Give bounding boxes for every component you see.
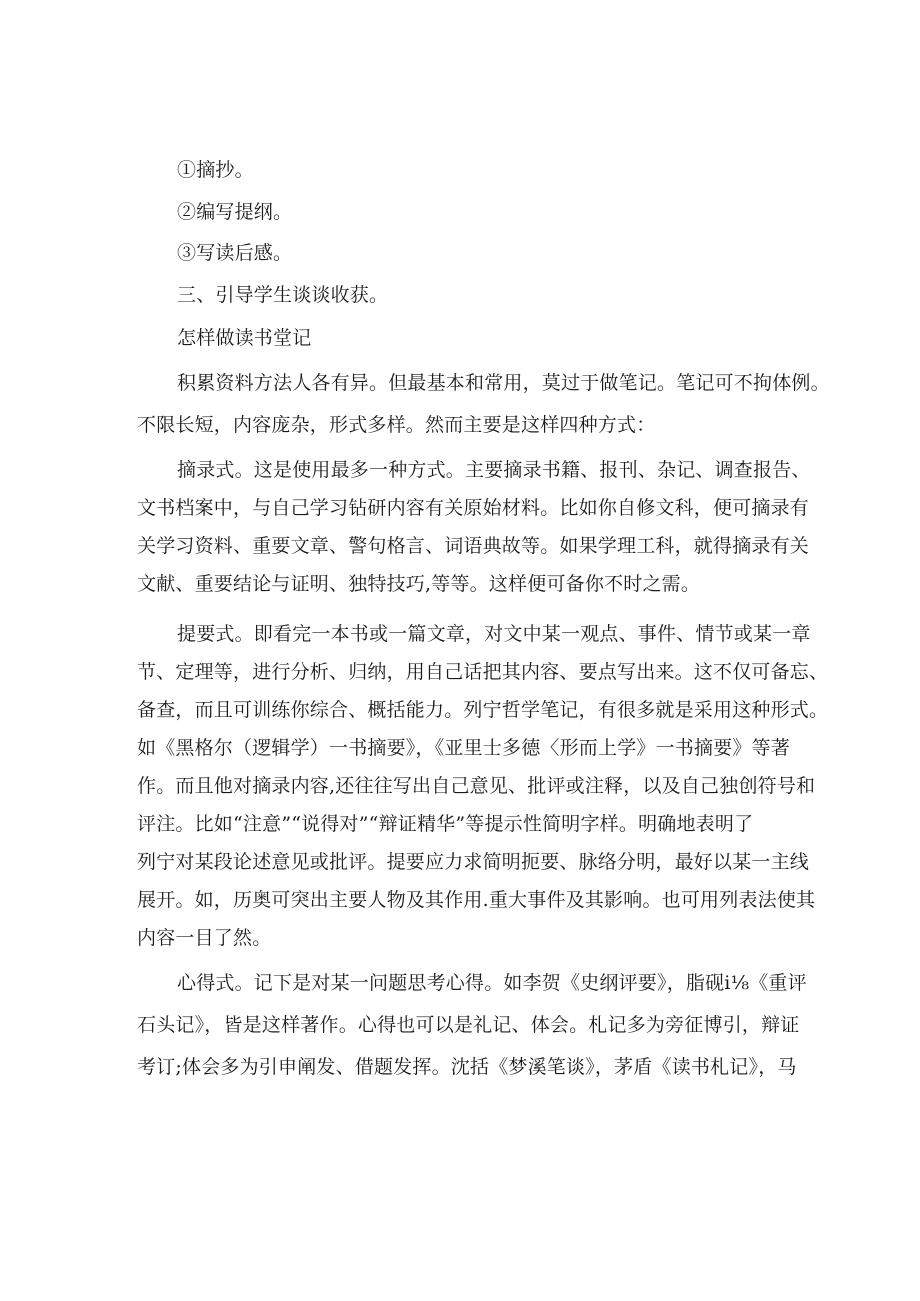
paragraph-summary-line: 备查，而且可训练你综合、概括能力。列宁哲学笔记，有很多就是采用这种形式。: [137, 699, 829, 721]
paragraph-summary-line: 如《黑格尔（逻辑学）一书摘要》，《亚里士多德〈形而上学》一书摘要》等著: [137, 737, 791, 759]
paragraph-summary-line: 展开。如，历奥可突出主要人物及其作用.重大事件及其影响。也可用列表法使其: [137, 889, 816, 911]
paragraph-summary-line: 作。而且他对摘录内容,还往往写出自己意见、批评或注释，以及自己独创符号和: [137, 775, 816, 797]
paragraph-summary-line: 内容一目了然。: [137, 927, 272, 949]
paragraph-intro-line: 积累资料方法人各有异。但最基本和常用，莫过于做笔记。笔记可不拘体例。: [177, 372, 830, 394]
paragraph-excerpt-line: 摘录式。这是使用最多一种方式。主要摘录书籍、报刊、杂记、调查报告、: [177, 459, 811, 481]
list-item-reflection: ③写读后感。: [177, 242, 293, 264]
paragraph-insight-line: 心得式。记下是对某一问题思考心得。如李贺《史纲评要》，脂砚i⅛《重评: [177, 972, 807, 994]
paragraph-intro-line: 不限长短，内容庞杂，形式多样。然而主要是这样四种方式：: [137, 414, 656, 436]
paragraph-excerpt-line: 关学习资料、重要文章、警句格言、词语典故等。如果学理工科，就得摘录有关: [137, 535, 810, 557]
paragraph-excerpt-line: 文献、重要结论与证明、独特技巧,等等。这样便可备你不时之需。: [137, 573, 701, 595]
paragraph-summary-line: 评注。比如“注意”“说得对”“辩证精华”等提示性简明字样。明确地表明了: [137, 813, 754, 835]
paragraph-insight-line: 石头记》，皆是这样著作。心得也可以是礼记、体会。札记多为旁征博引，辩证: [137, 1014, 800, 1036]
list-item-outline: ②编写提纲。: [177, 201, 293, 223]
list-item-excerpt: ①摘抄。: [177, 159, 254, 181]
paragraph-insight-line: 考订;体会多为引申阐发、借题发挥。沈括《梦溪笔谈》，茅盾《读书札记》，马: [137, 1056, 797, 1078]
paragraph-excerpt-line: 文书档案中，与自己学习钻研内容有关原始材料。比如你自修文科，便可摘录有: [137, 497, 810, 519]
article-title: 怎样做读书堂记: [177, 327, 312, 349]
section-heading: 三、引导学生谈谈收获。: [177, 284, 389, 306]
paragraph-summary-line: 提要式。即看完一本书或一篇文章，对文中某一观点、事件、情节或某一章: [177, 623, 811, 645]
paragraph-summary-line: 列宁对某段论述意见或批评。提要应力求简明扼要、脉络分明，最好以某一主线: [137, 851, 810, 873]
paragraph-summary-line: 节、定理等，进行分析、归纳，用自己话把其内容、要点写出来。这不仅可备忘、: [137, 661, 829, 683]
